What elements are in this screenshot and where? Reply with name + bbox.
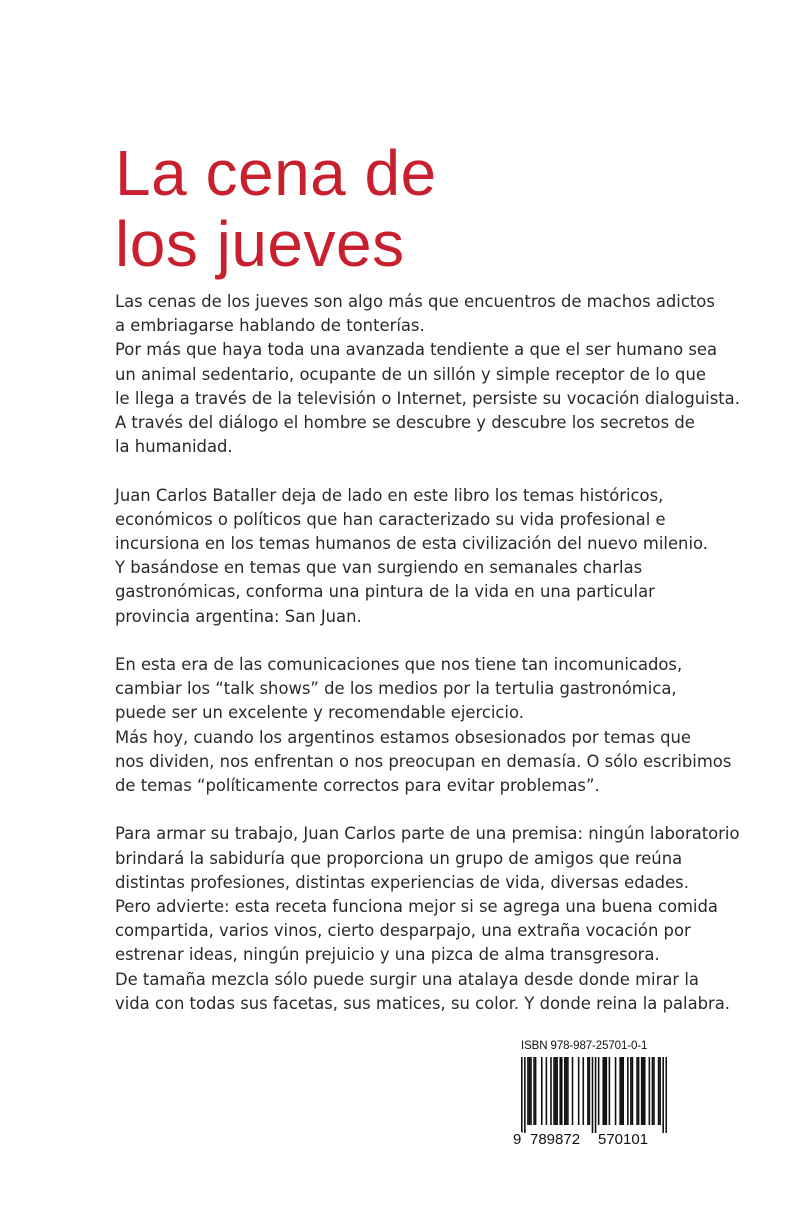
- barcode-bar: [632, 1057, 634, 1125]
- barcode-digit-lead: 9: [513, 1131, 522, 1148]
- blurb-line: a embriagarse hablando de tonterías.: [115, 316, 425, 336]
- book-title-line-1: La cena de: [115, 137, 437, 209]
- barcode-bar: [659, 1057, 661, 1125]
- barcode-bar: [604, 1057, 606, 1125]
- barcode-bar: [609, 1057, 611, 1125]
- barcode-bar: [546, 1057, 548, 1125]
- blurb-line: le llega a través de la televisión o Internet, persiste su vocación dialoguista.: [115, 388, 740, 408]
- barcode-bar: [644, 1057, 646, 1125]
- blurb-line: la humanidad.: [115, 437, 233, 457]
- barcode-bar: [649, 1057, 651, 1125]
- barcode-bar: [622, 1057, 624, 1125]
- barcode-digits-left: 789872: [530, 1131, 581, 1148]
- barcode-bar: [602, 1057, 604, 1125]
- blurb-line: de temas “políticamente correctos para evitar problemas”.: [115, 776, 600, 796]
- blurb-line: nos dividen, nos enfrentan o nos preocupan en demasía. O sólo escribimos: [115, 751, 732, 771]
- blurb-line: incursiona en los temas humanos de esta civilización del nuevo milenio.: [115, 534, 708, 554]
- barcode-bar: [642, 1057, 644, 1125]
- barcode-bar: [636, 1057, 638, 1125]
- barcode-bar: [638, 1057, 640, 1125]
- barcode-digits: [513, 1131, 667, 1149]
- barcode-bar: [556, 1057, 558, 1125]
- barcode-digits-right: 570101: [598, 1131, 649, 1148]
- back-cover-blurb: [115, 290, 740, 1040]
- barcode-bar: [566, 1057, 568, 1125]
- barcode-bar: [595, 1057, 597, 1133]
- barcode-bar: [621, 1057, 623, 1125]
- barcode-bar: [582, 1057, 584, 1125]
- blurb-line: distintas profesiones, distintas experiencias de vida, diversas edades.: [115, 872, 689, 892]
- barcode-bar: [587, 1057, 589, 1125]
- barcode-bar: [652, 1057, 654, 1125]
- book-title: [115, 138, 437, 280]
- barcode-bar: [589, 1057, 591, 1125]
- blurb-line: Más hoy, cuando los argentinos estamos obsesionados por temas que: [115, 727, 691, 747]
- blurb-line: Pero advierte: esta receta funciona mejor si se agrega una buena comida: [115, 897, 718, 917]
- blurb-paragraph-3: [115, 653, 732, 798]
- barcode-bar: [524, 1057, 526, 1133]
- blurb-line: Las cenas de los jueves son algo más que encuentros de machos adictos: [115, 292, 715, 311]
- barcode-bar: [535, 1057, 537, 1125]
- barcode-bar: [592, 1057, 594, 1133]
- blurb-line: Juan Carlos Bataller deja de lado en este libro los temas históricos,: [115, 485, 664, 505]
- barcode-bar: [578, 1057, 580, 1125]
- blurb-line: En esta era de las comunicaciones que nos tiene tan incomunicados,: [115, 655, 683, 675]
- barcode-bar: [561, 1057, 563, 1125]
- barcode-bar: [527, 1057, 529, 1125]
- barcode-bar: [559, 1057, 561, 1125]
- blurb-line: Y basándose en temas que van surgiendo en semanales charlas: [115, 558, 643, 578]
- blurb-line: económicos o políticos que han caracterizado su vida profesional e: [115, 509, 666, 529]
- barcode-bar: [550, 1057, 552, 1125]
- barcode-bar: [572, 1057, 574, 1125]
- blurb-line: provincia argentina: San Juan.: [115, 606, 362, 626]
- blurb-line: Por más que haya toda una avanzada tendiente a que el ser humano sea: [115, 340, 718, 360]
- barcode-bar: [615, 1057, 617, 1125]
- barcode-bar: [627, 1057, 629, 1125]
- barcode-bar: [658, 1057, 660, 1125]
- barcode-bar: [619, 1057, 621, 1125]
- blurb-paragraph-1: [115, 290, 740, 459]
- barcode-bar: [555, 1057, 557, 1125]
- blurb-line: gastronómicas, conforma una pintura de la vida en una particular: [115, 582, 655, 602]
- barcode-bar: [541, 1057, 543, 1125]
- blurb-line: cambiar los “talk shows” de los medios por la tertulia gastronómica,: [115, 679, 677, 699]
- blurb-paragraph-2: [115, 484, 715, 629]
- blurb-line: estrenar ideas, ningún prejuicio y una pizca de alma transgresora.: [115, 945, 660, 965]
- blurb-line: vida con todas sus facetas, sus matices, su color. Y donde reina la palabra.: [115, 993, 731, 1013]
- book-title-line-2: los jueves: [115, 208, 405, 280]
- barcode-bars: [521, 1057, 667, 1133]
- barcode-bar: [567, 1057, 569, 1125]
- barcode-bar: [564, 1057, 566, 1125]
- blurb-line: puede ser un excelente y recomendable ejercicio.: [115, 703, 524, 723]
- blurb-paragraph-4: [115, 822, 740, 1016]
- blurb-line: compartida, varios vinos, cierto desparpajo, una extraña vocación por: [115, 921, 691, 941]
- barcode-bar: [606, 1057, 608, 1125]
- blurb-line: un animal sedentario, ocupante de un sillón y simple receptor de lo que: [115, 364, 706, 384]
- blurb-line: A través del diálogo el hombre se descubre y descubre los secretos de: [115, 413, 695, 433]
- barcode-bar: [529, 1057, 531, 1125]
- isbn-label: ISBN 978-987-25701-0-1: [521, 1040, 648, 1052]
- blurb-line: brindará la sabiduría que proporciona un grupo de amigos que reúna: [115, 848, 683, 868]
- blurb-line: De tamaña mezcla sólo puede surgir una atalaya desde donde mirar la: [115, 969, 699, 989]
- barcode-bar: [553, 1057, 555, 1125]
- barcode-bar: [521, 1057, 523, 1133]
- barcode-bar: [665, 1057, 667, 1133]
- barcode-bar: [530, 1057, 532, 1125]
- barcode-bar: [630, 1057, 632, 1125]
- barcode-bar: [662, 1057, 664, 1133]
- isbn-barcode: [513, 1038, 667, 1149]
- blurb-line: Para armar su trabajo, Juan Carlos parte de una premisa: ningún laboratorio: [115, 824, 740, 844]
- barcode-bar: [533, 1057, 535, 1125]
- barcode-bar: [641, 1057, 643, 1125]
- barcode-bar: [653, 1057, 655, 1125]
- barcode-bar: [598, 1057, 600, 1125]
